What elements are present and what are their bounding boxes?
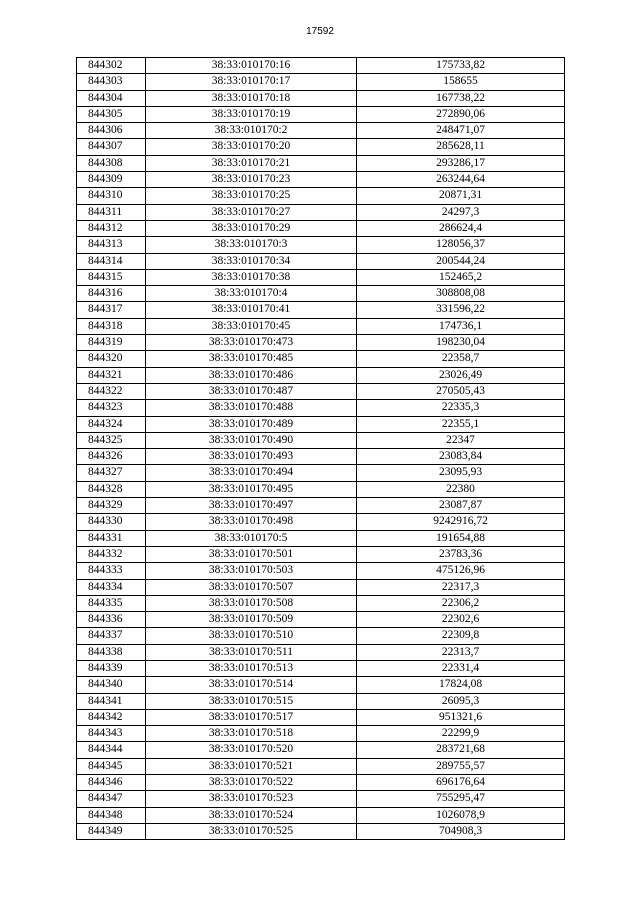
cadastral-number-cell: 38:33:010170:488: [146, 400, 357, 416]
row-number-cell: 844312: [77, 220, 146, 236]
table-row: [77, 530, 565, 546]
row-number-cell: 844305: [77, 106, 146, 122]
value-cell: 158655: [357, 74, 565, 90]
cadastral-number-cell: 38:33:010170:493: [146, 449, 357, 465]
value-cell: 1026078,9: [357, 807, 565, 823]
cadastral-number-cell: 38:33:010170:518: [146, 726, 357, 742]
value-cell: 26095,3: [357, 693, 565, 709]
row-number-cell: 844306: [77, 123, 146, 139]
cadastral-number-cell: 38:33:010170:17: [146, 74, 357, 90]
value-cell: 475126,96: [357, 563, 565, 579]
row-number-cell: 844308: [77, 155, 146, 171]
row-number-cell: 844303: [77, 74, 146, 90]
cadastral-number-cell: 38:33:010170:509: [146, 612, 357, 628]
cadastral-number-cell: 38:33:010170:501: [146, 546, 357, 562]
table-row: [77, 139, 565, 155]
cadastral-number-cell: 38:33:010170:3: [146, 237, 357, 253]
cadastral-number-cell: 38:33:010170:5: [146, 530, 357, 546]
cadastral-number-cell: 38:33:010170:498: [146, 514, 357, 530]
table-row: [77, 172, 565, 188]
table-row: [77, 367, 565, 383]
cadastral-number-cell: 38:33:010170:517: [146, 709, 357, 725]
table-row: [77, 383, 565, 399]
cadastral-number-cell: 38:33:010170:38: [146, 269, 357, 285]
row-number-cell: 844331: [77, 530, 146, 546]
row-number-cell: 844333: [77, 563, 146, 579]
table-row: [77, 498, 565, 514]
table-row: [77, 237, 565, 253]
cadastral-number-cell: 38:33:010170:503: [146, 563, 357, 579]
row-number-cell: 844316: [77, 286, 146, 302]
table-row: [77, 302, 565, 318]
value-cell: 24297,3: [357, 204, 565, 220]
table-row: [77, 335, 565, 351]
table-row: [77, 693, 565, 709]
row-number-cell: 844310: [77, 188, 146, 204]
value-cell: 308808,08: [357, 286, 565, 302]
cadastral-number-cell: 38:33:010170:497: [146, 498, 357, 514]
table-row: [77, 791, 565, 807]
value-cell: 198230,04: [357, 335, 565, 351]
row-number-cell: 844317: [77, 302, 146, 318]
row-number-cell: 844334: [77, 579, 146, 595]
value-cell: 9242916,72: [357, 514, 565, 530]
value-cell: 951321,6: [357, 709, 565, 725]
cadastral-number-cell: 38:33:010170:525: [146, 823, 357, 839]
row-number-cell: 844349: [77, 823, 146, 839]
row-number-cell: 844347: [77, 791, 146, 807]
row-number-cell: 844302: [77, 58, 146, 74]
cadastral-number-cell: 38:33:010170:510: [146, 628, 357, 644]
row-number-cell: 844321: [77, 367, 146, 383]
row-number-cell: 844314: [77, 253, 146, 269]
cadastral-number-cell: 38:33:010170:513: [146, 660, 357, 676]
cadastral-number-cell: 38:33:010170:34: [146, 253, 357, 269]
table-row: [77, 514, 565, 530]
cadastral-number-cell: 38:33:010170:494: [146, 465, 357, 481]
value-cell: 289755,57: [357, 758, 565, 774]
table-row: [77, 742, 565, 758]
cadastral-number-cell: 38:33:010170:29: [146, 220, 357, 236]
table-row: [77, 432, 565, 448]
cadastral-number-cell: 38:33:010170:27: [146, 204, 357, 220]
value-cell: 174736,1: [357, 318, 565, 334]
cadastral-number-cell: 38:33:010170:19: [146, 106, 357, 122]
row-number-cell: 844345: [77, 758, 146, 774]
cadastral-number-cell: 38:33:010170:21: [146, 155, 357, 171]
table-row: [77, 155, 565, 171]
table-row: [77, 90, 565, 106]
value-cell: 286624,4: [357, 220, 565, 236]
value-cell: 22355,1: [357, 416, 565, 432]
cadastral-number-cell: 38:33:010170:485: [146, 351, 357, 367]
value-cell: 22317,3: [357, 579, 565, 595]
row-number-cell: 844325: [77, 432, 146, 448]
row-number-cell: 844340: [77, 677, 146, 693]
row-number-cell: 844327: [77, 465, 146, 481]
row-number-cell: 844328: [77, 481, 146, 497]
cadastral-number-cell: 38:33:010170:25: [146, 188, 357, 204]
cadastral-number-cell: 38:33:010170:514: [146, 677, 357, 693]
table-row: [77, 612, 565, 628]
table-row: [77, 400, 565, 416]
row-number-cell: 844313: [77, 237, 146, 253]
table-row: [77, 595, 565, 611]
row-number-cell: 844323: [77, 400, 146, 416]
table-row: [77, 546, 565, 562]
cadastral-number-cell: 38:33:010170:45: [146, 318, 357, 334]
cadastral-number-cell: 38:33:010170:16: [146, 58, 357, 74]
row-number-cell: 844348: [77, 807, 146, 823]
value-cell: 175733,82: [357, 58, 565, 74]
table-row: [77, 579, 565, 595]
table-row: [77, 807, 565, 823]
row-number-cell: 844341: [77, 693, 146, 709]
value-cell: 128056,37: [357, 237, 565, 253]
value-cell: 696176,64: [357, 775, 565, 791]
cadastral-number-cell: 38:33:010170:489: [146, 416, 357, 432]
cadastral-number-cell: 38:33:010170:522: [146, 775, 357, 791]
cadastral-number-cell: 38:33:010170:521: [146, 758, 357, 774]
value-cell: 285628,11: [357, 139, 565, 155]
table-row: [77, 481, 565, 497]
value-cell: 23783,36: [357, 546, 565, 562]
cadastral-number-cell: 38:33:010170:473: [146, 335, 357, 351]
value-cell: 22309,8: [357, 628, 565, 644]
value-cell: 293286,17: [357, 155, 565, 171]
table-row: [77, 823, 565, 839]
value-cell: 23095,93: [357, 465, 565, 481]
cadastral-number-cell: 38:33:010170:511: [146, 644, 357, 660]
value-cell: 22331,4: [357, 660, 565, 676]
row-number-cell: 844346: [77, 775, 146, 791]
row-number-cell: 844304: [77, 90, 146, 106]
value-cell: 23083,84: [357, 449, 565, 465]
row-number-cell: 844337: [77, 628, 146, 644]
table-row: [77, 775, 565, 791]
cadastral-number-cell: 38:33:010170:23: [146, 172, 357, 188]
table-row: [77, 269, 565, 285]
table-row: [77, 286, 565, 302]
table-row: [77, 709, 565, 725]
table-row: [77, 758, 565, 774]
value-cell: 331596,22: [357, 302, 565, 318]
value-cell: 22299,9: [357, 726, 565, 742]
table-row: [77, 74, 565, 90]
table-row: [77, 726, 565, 742]
row-number-cell: 844338: [77, 644, 146, 660]
table-row: [77, 204, 565, 220]
value-cell: 200544,24: [357, 253, 565, 269]
value-cell: 22347: [357, 432, 565, 448]
row-number-cell: 844311: [77, 204, 146, 220]
value-cell: 23026,49: [357, 367, 565, 383]
table-row: [77, 318, 565, 334]
row-number-cell: 844343: [77, 726, 146, 742]
value-cell: 22358,7: [357, 351, 565, 367]
cadastral-number-cell: 38:33:010170:507: [146, 579, 357, 595]
value-cell: 22302,6: [357, 612, 565, 628]
value-cell: 270505,43: [357, 383, 565, 399]
row-number-cell: 844309: [77, 172, 146, 188]
value-cell: 248471,07: [357, 123, 565, 139]
value-cell: 22335,3: [357, 400, 565, 416]
row-number-cell: 844320: [77, 351, 146, 367]
table-row: [77, 253, 565, 269]
row-number-cell: 844315: [77, 269, 146, 285]
row-number-cell: 844318: [77, 318, 146, 334]
cadastral-number-cell: 38:33:010170:41: [146, 302, 357, 318]
value-cell: 22380: [357, 481, 565, 497]
cadastral-number-cell: 38:33:010170:2: [146, 123, 357, 139]
value-cell: 17824,08: [357, 677, 565, 693]
row-number-cell: 844342: [77, 709, 146, 725]
table-row: [77, 188, 565, 204]
table-row: [77, 677, 565, 693]
cadastral-number-cell: 38:33:010170:508: [146, 595, 357, 611]
value-cell: 22306,2: [357, 595, 565, 611]
value-cell: 152465,2: [357, 269, 565, 285]
row-number-cell: 844326: [77, 449, 146, 465]
page-number: 17592: [306, 26, 334, 37]
row-number-cell: 844307: [77, 139, 146, 155]
value-cell: 22313,7: [357, 644, 565, 660]
value-cell: 23087,87: [357, 498, 565, 514]
table-row: [77, 416, 565, 432]
row-number-cell: 844330: [77, 514, 146, 530]
table-row: [77, 449, 565, 465]
data-table: [76, 57, 565, 840]
table-row: [77, 644, 565, 660]
row-number-cell: 844344: [77, 742, 146, 758]
value-cell: 263244,64: [357, 172, 565, 188]
table-row: [77, 220, 565, 236]
table-row: [77, 58, 565, 74]
row-number-cell: 844332: [77, 546, 146, 562]
table-row: [77, 628, 565, 644]
table-row: [77, 351, 565, 367]
row-number-cell: 844322: [77, 383, 146, 399]
row-number-cell: 844336: [77, 612, 146, 628]
cadastral-number-cell: 38:33:010170:523: [146, 791, 357, 807]
cadastral-number-cell: 38:33:010170:490: [146, 432, 357, 448]
table-row: [77, 563, 565, 579]
value-cell: 704908,3: [357, 823, 565, 839]
row-number-cell: 844329: [77, 498, 146, 514]
row-number-cell: 844335: [77, 595, 146, 611]
value-cell: 755295,47: [357, 791, 565, 807]
cadastral-number-cell: 38:33:010170:520: [146, 742, 357, 758]
cadastral-number-cell: 38:33:010170:4: [146, 286, 357, 302]
row-number-cell: 844324: [77, 416, 146, 432]
value-cell: 283721,68: [357, 742, 565, 758]
value-cell: 272890,06: [357, 106, 565, 122]
cadastral-number-cell: 38:33:010170:486: [146, 367, 357, 383]
value-cell: 20871,31: [357, 188, 565, 204]
value-cell: 167738,22: [357, 90, 565, 106]
table-row: [77, 123, 565, 139]
row-number-cell: 844339: [77, 660, 146, 676]
cadastral-number-cell: 38:33:010170:515: [146, 693, 357, 709]
cadastral-number-cell: 38:33:010170:524: [146, 807, 357, 823]
cadastral-number-cell: 38:33:010170:20: [146, 139, 357, 155]
value-cell: 191654,88: [357, 530, 565, 546]
row-number-cell: 844319: [77, 335, 146, 351]
table-row: [77, 660, 565, 676]
cadastral-number-cell: 38:33:010170:487: [146, 383, 357, 399]
cadastral-number-cell: 38:33:010170:495: [146, 481, 357, 497]
table-row: [77, 106, 565, 122]
cadastral-number-cell: 38:33:010170:18: [146, 90, 357, 106]
table-row: [77, 465, 565, 481]
table-body: [77, 58, 565, 840]
